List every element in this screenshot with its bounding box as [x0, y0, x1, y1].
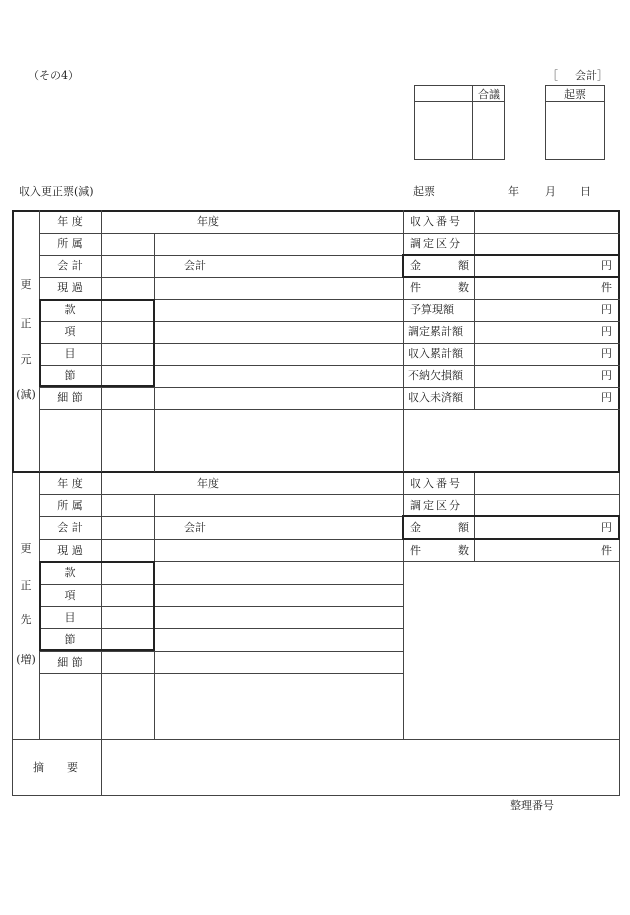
kin-label: 金 — [410, 259, 421, 272]
year-label: 年 — [508, 185, 519, 198]
kan-kou-moku-setsu-box — [39, 561, 155, 651]
ken-label: 件 — [410, 544, 421, 557]
gaku-label: 額 — [458, 259, 469, 272]
side-label-moto-4: (減) — [16, 388, 36, 401]
saisetsu-label: 細 節 — [57, 391, 83, 404]
shunyu-ruikei-label: 収入累計額 — [408, 347, 463, 360]
kaikei-bracket-open: ［ — [547, 69, 558, 82]
kaikei-label-row: 会 計 — [57, 259, 83, 272]
chotei-ruikei-label: 調定累計額 — [408, 325, 463, 338]
yen-unit: 円 — [601, 347, 612, 360]
saisetsu-label: 細 節 — [57, 656, 83, 669]
kan-label: 款 — [64, 566, 76, 579]
yen-unit: 円 — [601, 521, 612, 534]
kan-kou-moku-setsu-box — [39, 299, 155, 387]
kaikei-value: 会計 — [184, 521, 206, 534]
side-label-saki-2: 正 — [20, 579, 32, 592]
shunyu-mizumi-label: 収入未済額 — [408, 391, 463, 404]
divider — [39, 233, 620, 234]
kaikei-label-row: 会 計 — [57, 521, 83, 534]
nendo-value: 年度 — [197, 215, 219, 228]
divider — [39, 387, 620, 388]
yen-unit: 円 — [601, 259, 612, 272]
tekiyo-label-2: 要 — [67, 761, 78, 774]
shunyu-bango-label: 収入番号 — [410, 215, 462, 228]
kingaku-box — [402, 515, 620, 540]
yen-unit: 円 — [601, 303, 612, 316]
kaikei-value: 会計 — [184, 259, 206, 272]
side-label-moto-1: 更 — [20, 278, 32, 291]
ken-unit: 件 — [601, 544, 612, 557]
nendo-value: 年度 — [197, 477, 219, 490]
kou-label: 項 — [64, 325, 76, 338]
genka-label: 現 過 — [57, 544, 83, 557]
shozoku-label: 所 属 — [57, 499, 83, 512]
divider — [403, 473, 404, 739]
divider — [545, 101, 605, 102]
side-label-saki-3: 先 — [20, 613, 32, 626]
setsu-label: 節 — [64, 369, 76, 382]
su-label: 数 — [458, 544, 469, 557]
divider — [403, 210, 404, 472]
page-number: （その4） — [28, 69, 79, 82]
setsu-label: 節 — [64, 633, 76, 646]
kin-label: 金 — [410, 521, 421, 534]
nendo-label: 年 度 — [57, 477, 83, 490]
ken-label: 件 — [410, 281, 421, 294]
kingaku-box — [402, 254, 620, 278]
tekiyo-label-1: 摘 — [33, 761, 44, 774]
day-label: 日 — [580, 185, 591, 198]
seiri-bango-label: 整理番号 — [510, 799, 554, 812]
month-label: 月 — [545, 185, 556, 198]
gaku-label: 額 — [458, 521, 469, 534]
side-label-moto-2: 正 — [20, 317, 32, 330]
divider — [39, 673, 403, 674]
gogi-label: 合議 — [478, 88, 500, 101]
divider — [414, 101, 505, 102]
kan-label: 款 — [64, 303, 76, 316]
divider — [39, 494, 620, 495]
divider — [39, 409, 620, 410]
nendo-label: 年 度 — [57, 215, 83, 228]
chotei-kubun-label: 調定区分 — [410, 499, 462, 512]
yosan-gengaku-label: 予算現額 — [410, 303, 454, 316]
moku-label: 目 — [64, 347, 76, 360]
genka-label: 現 過 — [57, 281, 83, 294]
kihyo-box-label: 起票 — [564, 88, 586, 101]
yen-unit: 円 — [601, 369, 612, 382]
side-label-saki-1: 更 — [20, 542, 32, 555]
yen-unit: 円 — [601, 391, 612, 404]
kou-label: 項 — [64, 589, 76, 602]
shunyu-bango-label: 収入番号 — [410, 477, 462, 490]
side-label-saki-4: (増) — [16, 653, 36, 666]
form-title: 収入更正票(減) — [19, 185, 94, 198]
moku-label: 目 — [64, 611, 76, 624]
divider — [12, 739, 620, 740]
ken-unit: 件 — [601, 281, 612, 294]
side-label-moto-3: 元 — [20, 353, 32, 366]
funo-kesson-label: 不納欠損額 — [408, 369, 463, 382]
kihyo-date-label: 起票 — [413, 185, 435, 198]
divider — [39, 651, 403, 652]
shozoku-label: 所 属 — [57, 237, 83, 250]
yen-unit: 円 — [601, 325, 612, 338]
divider — [472, 85, 473, 160]
divider — [474, 210, 475, 409]
chotei-kubun-label: 調定区分 — [410, 237, 462, 250]
kaikei-label: 会計］ — [575, 69, 608, 82]
su-label: 数 — [458, 281, 469, 294]
